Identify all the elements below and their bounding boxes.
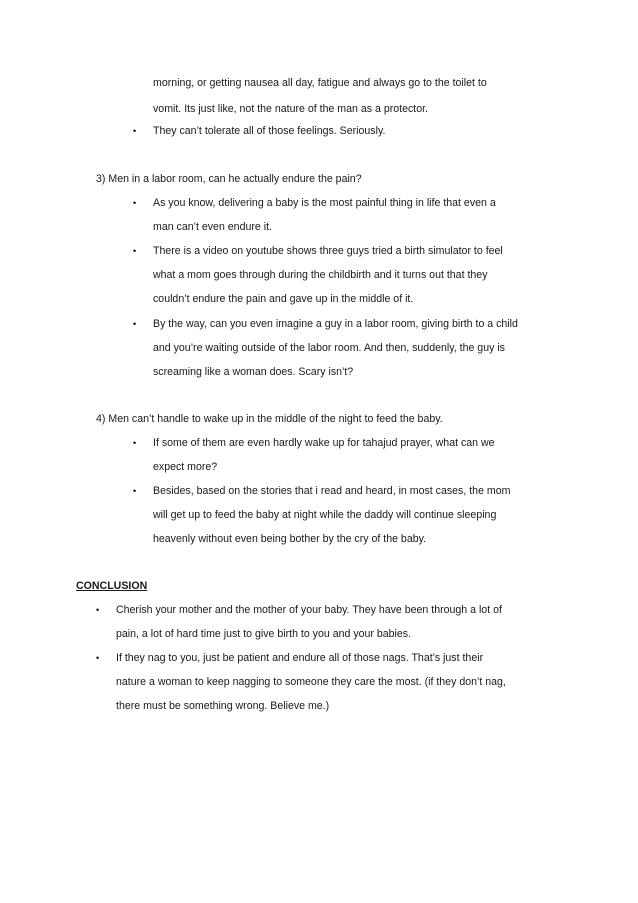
bullet-icon: • [133,198,137,208]
section4-bullet-1-line-2: expect more? [153,461,218,473]
section4-bullet-2-line-2: will get up to feed the baby at night while the daddy will continue sleeping [153,509,497,521]
section3-heading: 3) Men in a labor room, can he actually endure the pain? [96,173,362,185]
intro-line-1: morning, or getting nausea all day, fatigue and always go to the toilet to [153,77,487,89]
section3-bullet-3-line-3: screaming like a woman does. Scary isn’t? [153,366,354,378]
conclusion-bullet-1-line-1: Cherish your mother and the mother of your baby. They have been through a lot of [116,604,502,616]
bullet-icon: • [96,653,100,663]
conclusion-heading: CONCLUSION [76,580,148,592]
conclusion-bullet-2-line-3: there must be something wrong. Believe me.) [116,700,330,712]
section3-bullet-3-line-2: and you’re waiting outside of the labor room. And then, suddenly, the guy is [153,342,505,354]
section4-heading: 4) Men can’t handle to wake up in the middle of the night to feed the baby. [96,413,443,425]
section3-bullet-2-line-3: couldn’t endure the pain and gave up in the middle of it. [153,293,414,305]
bullet-icon: • [133,438,137,448]
conclusion-bullet-2-line-2: nature a woman to keep nagging to someone they care the most. (if they don’t nag, [116,676,506,688]
section4-bullet-1-line-1: If some of them are even hardly wake up for tahajud prayer, what can we [153,437,495,449]
section4-bullet-2-line-1: Besides, based on the stories that i read and heard, in most cases, the mom [153,485,511,497]
bullet-icon: • [133,486,137,496]
section4-bullet-2-line-3: heavenly without even being bother by the cry of the baby. [153,533,427,545]
section3-bullet-1-line-2: man can’t even endure it. [153,221,272,233]
section3-bullet-2-line-2: what a mom goes through during the childbirth and it turns out that they [153,269,488,281]
bullet-icon: • [133,246,137,256]
section3-bullet-2-line-1: There is a video on youtube shows three guys tried a birth simulator to feel [153,245,503,257]
section3-bullet-1-line-1: As you know, delivering a baby is the most painful thing in life that even a [153,197,496,209]
bullet-icon: • [133,319,137,329]
bullet-icon: • [133,126,137,136]
intro-bullet-1-line-1: They can’t tolerate all of those feelings. Seriously. [153,125,386,137]
conclusion-bullet-2-line-1: If they nag to you, just be patient and endure all of those nags. That’s just their [116,652,484,664]
section3-bullet-3-line-1: By the way, can you even imagine a guy in a labor room, giving birth to a child [153,318,518,330]
bullet-icon: • [96,605,100,615]
conclusion-bullet-1-line-2: pain, a lot of hard time just to give birth to you and your babies. [116,628,412,640]
intro-line-2: vomit. Its just like, not the nature of the man as a protector. [153,103,428,115]
